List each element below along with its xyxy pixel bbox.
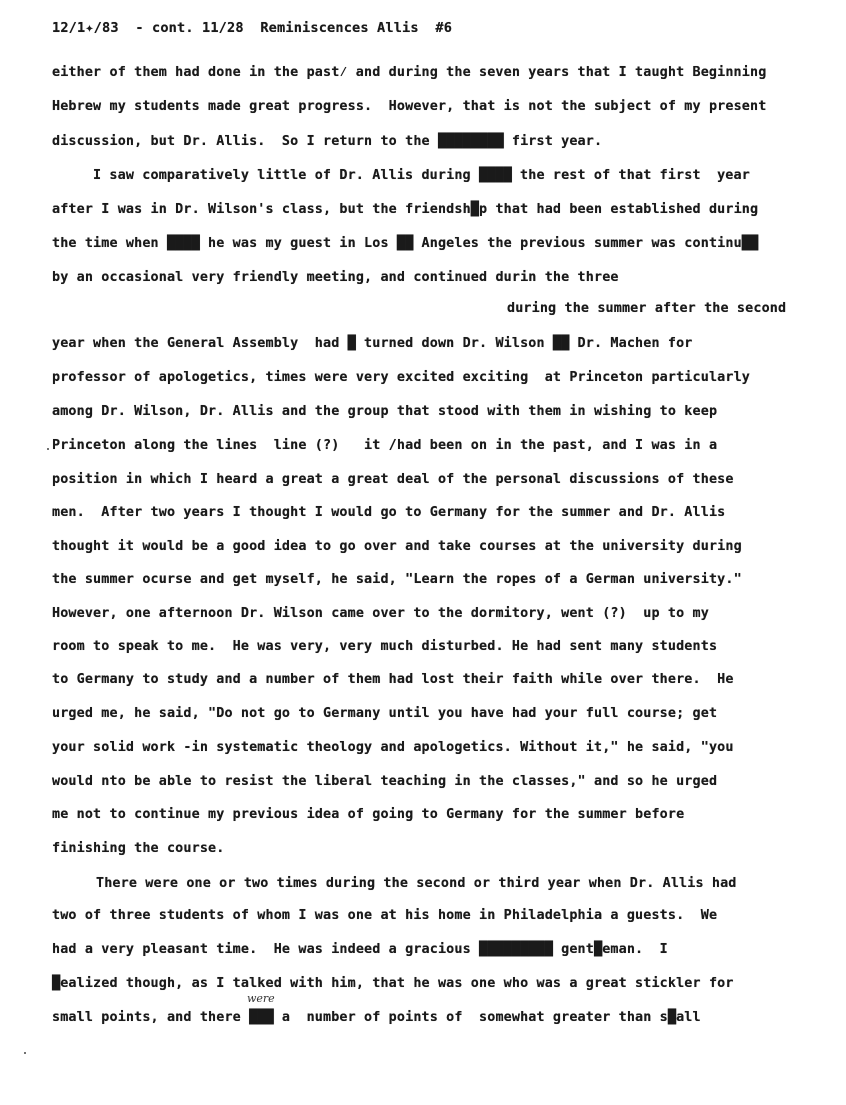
text-line: to Germany to study and a number of them had lost their faith while over there. He: [52, 672, 734, 687]
paragraph-start-line: There were one or two times during the second or third year when Dr. Allis had: [96, 876, 737, 891]
text-line: either of them had done in the past⁄ and during the seven years that I taught Beginning: [52, 65, 767, 80]
paragraph-start-line: I saw comparatively little of Dr. Allis during ████ the rest of that first year: [93, 168, 750, 183]
text-line: two of three students of whom I was one at his home in Philadelphia a guests. We: [52, 908, 718, 923]
text-line: finishing the course.: [52, 841, 225, 856]
text-line-indented: during the summer after the second: [507, 301, 787, 316]
text-line: position in which I heard a great a great deal of the personal discussions of these: [52, 472, 734, 487]
text-line: the time when ████ he was my guest in Los ██ Angeles the previous summer was continu██: [52, 236, 759, 251]
text-line: your solid work -in systematic theology and apologetics. Without it," he said, "you: [52, 740, 734, 755]
page-header: 12/1✦/83 - cont. 11/28 Reminiscences Allis #6: [52, 20, 453, 36]
text-line: However, one afternoon Dr. Wilson came over to the dormitory, went (?) up to my: [52, 606, 709, 621]
text-line: after I was in Dr. Wilson's class, but the friendsh█p that had been established during: [52, 202, 759, 217]
text-line: █ealized though, as I talked with him, that he was one who was a great stickler for: [52, 976, 734, 991]
text-line: discussion, but Dr. Allis. So I return to the ████████ first year.: [52, 134, 603, 149]
margin-speck: [47, 448, 49, 450]
text-line: among Dr. Wilson, Dr. Allis and the group that stood with them in wishing to keep: [52, 404, 718, 419]
text-line: the summer ocurse and get myself, he said, "Learn the ropes of a German university.": [52, 572, 742, 587]
text-line: by an occasional very friendly meeting, and continued durin the three: [52, 270, 619, 285]
text-line: professor of apologetics, times were very excited exciting at Princeton particularly: [52, 370, 751, 385]
margin-speck: [24, 1052, 26, 1054]
text-line: thought it would be a good idea to go over and take courses at the university during: [52, 539, 742, 554]
text-line: room to speak to me. He was very, very much disturbed. He had sent many students: [52, 639, 718, 654]
text-line: small points, and there ███ a number of points of somewhat greater than s█all: [52, 1010, 701, 1025]
text-line: me not to continue my previous idea of going to Germany for the summer before: [52, 807, 685, 822]
text-line: Hebrew my students made great progress. However, that is not the subject of my present: [52, 99, 767, 114]
handwritten-correction: were: [247, 992, 275, 1005]
text-line: urged me, he said, "Do not go to Germany until you have had your full course; get: [52, 706, 718, 721]
text-line: would nto be able to resist the liberal teaching in the classes," and so he urged: [52, 774, 718, 789]
text-line: year when the General Assembly had █ turned down Dr. Wilson ██ Dr. Machen for: [52, 336, 693, 351]
text-line: men. After two years I thought I would go to Germany for the summer and Dr. Allis: [52, 505, 726, 520]
text-line: had a very pleasant time. He was indeed a gracious █████████ gent█eman. I: [52, 942, 668, 957]
text-line: Princeton along the lines line (?) it /had been on in the past, and I was in a: [52, 438, 718, 453]
